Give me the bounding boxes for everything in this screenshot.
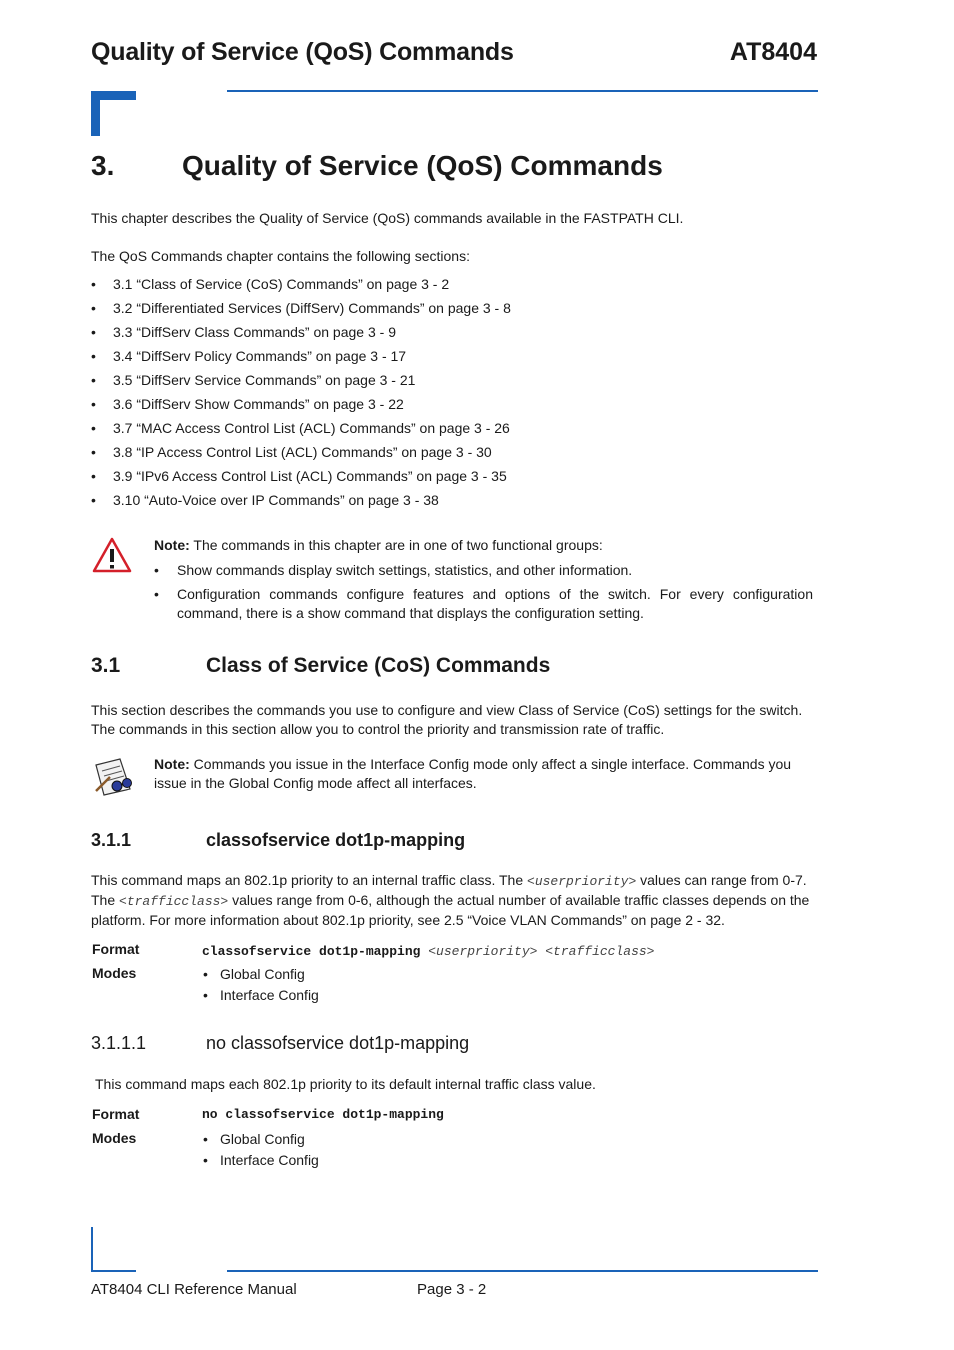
section-3-1-1-title: classofservice dot1p-mapping xyxy=(206,830,466,850)
section-3-1-1-number: 3.1.1 xyxy=(91,830,132,850)
sections-list xyxy=(91,275,511,515)
section-3-1-1-text xyxy=(91,871,818,930)
header-title: Quality of Service (QoS) Commands xyxy=(91,38,514,66)
modes-list xyxy=(203,965,319,1007)
note-label: Note: xyxy=(154,756,190,772)
param-trafficclass: <trafficclass> xyxy=(119,894,229,909)
note-text: Commands you issue in the Interface Config mode only affect a single interface. Commands you issue in the Global Config mode affect all interfaces. xyxy=(154,756,792,791)
note-pad-icon xyxy=(90,755,136,804)
footer-page-number: Page 3 - 2 xyxy=(417,1281,487,1298)
corner-mark-left xyxy=(91,91,100,136)
list-item: • Configuration commands configure features and options of the switch. For every configuration command, there is a show command that displays the configuration setting. xyxy=(154,585,813,623)
chapter-number: 3. xyxy=(91,150,115,181)
header-rule xyxy=(227,90,818,92)
footer-corner-base xyxy=(91,1270,136,1272)
sections-intro: The QoS Commands chapter contains the following sections: xyxy=(91,248,470,264)
format-command xyxy=(202,942,654,960)
list-item[interactable]: • 3.3 “DiffServ Class Commands” on page 3 - 9 xyxy=(91,323,511,347)
list-item: • Interface Config xyxy=(203,986,319,1007)
warning-triangle-icon xyxy=(92,537,132,578)
chapter-title: Quality of Service (QoS) Commands xyxy=(182,150,663,181)
format-label: Format xyxy=(92,941,140,957)
list-item: • Interface Config xyxy=(203,1151,319,1172)
section-3-1-1-1-text: This command maps each 802.1p priority to its default internal traffic class value. xyxy=(95,1076,596,1092)
param-userpriority: <userpriority> xyxy=(527,874,637,889)
paragraph-text: This command maps an 802.1p priority to an internal traffic class. The xyxy=(91,872,528,888)
list-item[interactable]: • 3.1 “Class of Service (CoS) Commands” on page 3 - 2 xyxy=(91,275,511,299)
section-3-1-number: 3.1 xyxy=(91,654,121,677)
list-item[interactable]: • 3.9 “IPv6 Access Control List (ACL) Commands” on page 3 - 35 xyxy=(91,467,511,491)
note-bullet-list xyxy=(154,561,813,623)
section-3-1-title: Class of Service (CoS) Commands xyxy=(206,654,551,677)
section-3-1-text: This section describes the commands you use to configure and view Class of Service (CoS) settings for the switch. The commands in this section allow you to control the priority and transmission rate of traffic. xyxy=(91,702,803,737)
command-name: no classofservice dot1p-mapping xyxy=(202,1107,444,1122)
command-name: classofservice dot1p-mapping xyxy=(202,944,421,959)
intro-paragraph: This chapter describes the Quality of Service (QoS) commands available in the FASTPATH CLI. xyxy=(91,210,684,226)
note-label: Note: xyxy=(154,537,190,553)
list-item[interactable]: • 3.8 “IP Access Control List (ACL) Commands” on page 3 - 30 xyxy=(91,443,511,467)
modes-list xyxy=(203,1130,319,1172)
modes-label: Modes xyxy=(92,965,137,981)
list-item[interactable]: • 3.7 “MAC Access Control List (ACL) Commands” on page 3 - 26 xyxy=(91,419,511,443)
footer-manual-title: AT8404 CLI Reference Manual xyxy=(91,1281,297,1298)
list-item[interactable]: • 3.6 “DiffServ Show Commands” on page 3 - 22 xyxy=(91,395,511,419)
list-item[interactable]: • 3.5 “DiffServ Service Commands” on page 3 - 21 xyxy=(91,371,511,395)
note-text: The commands in this chapter are in one of two functional groups: xyxy=(189,537,603,553)
list-item[interactable]: • 3.2 “Differentiated Services (DiffServ) Commands” on page 3 - 8 xyxy=(91,299,511,323)
format-label: Format xyxy=(92,1106,140,1122)
list-item: • Global Config xyxy=(203,965,319,986)
list-item[interactable]: • 3.10 “Auto-Voice over IP Commands” on page 3 - 38 xyxy=(91,491,511,515)
footer-rule xyxy=(227,1270,818,1272)
section-3-1-1-1-title: no classofservice dot1p-mapping xyxy=(206,1033,470,1053)
command-args: <userpriority> <trafficclass> xyxy=(420,944,655,959)
list-item: • Show commands display switch settings, statistics, and other information. xyxy=(154,561,813,580)
note-functional-groups xyxy=(154,536,813,628)
note-interface-config xyxy=(154,755,816,793)
list-item: • Global Config xyxy=(203,1130,319,1151)
list-item[interactable]: • 3.4 “DiffServ Policy Commands” on page 3 - 17 xyxy=(91,347,511,371)
section-3-1-1-1-number: 3.1.1.1 xyxy=(91,1033,147,1053)
header-product-code: AT8404 xyxy=(729,38,817,66)
paragraph-text: values range from 0-6, although the actual number of available traffic classes depends on the platform. For more information about 802.1p priority, see 2.5 “Voice VLAN Commands” on page 2 - 32. xyxy=(91,892,810,928)
paragraph-text: values can range from 0-7. The xyxy=(91,872,807,908)
footer-corner-mark xyxy=(91,1227,93,1272)
modes-label: Modes xyxy=(92,1130,137,1146)
